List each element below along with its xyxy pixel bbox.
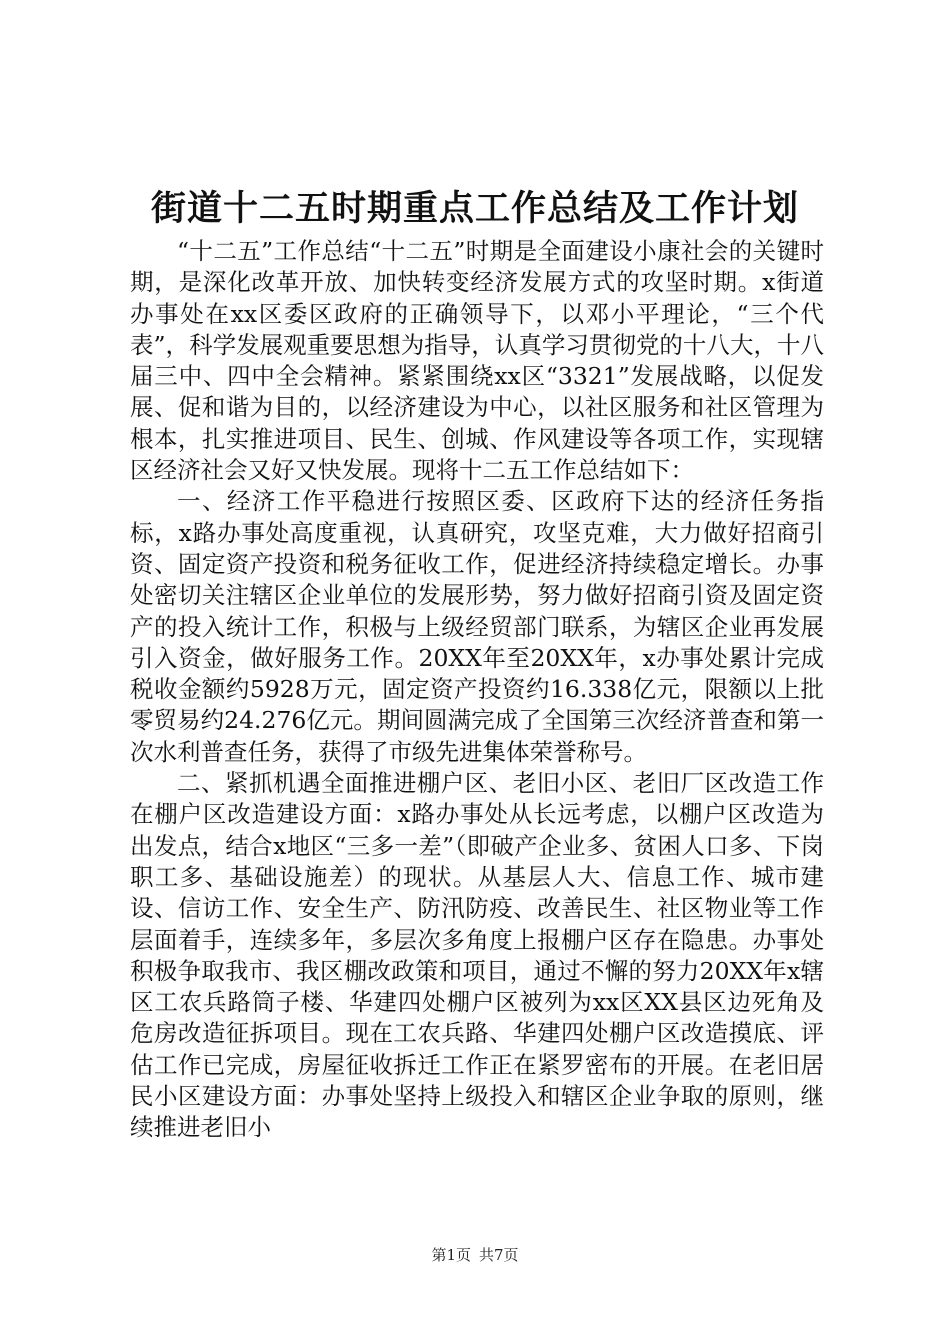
document-title: 街道十二五时期重点工作总结及工作计划 — [150, 189, 799, 229]
paragraph-economy: 一、经济工作平稳进行按照区委、区政府下达的经济任务指标，x路办事处高度重视，认真研究，攻坚克难，大力做好招商引资、固定资产投资和税务征收工作，促进经济持续稳定增长。办事处密切关注辖区企业单位的发展形势，努力做好招商引资及固定资产的投入统计工作，积极与上级经贸部门联系，为辖区企业再发展引入资金，做好服务工作。20XX年至20XX年，x办事处累计完成税收金额约5928万元，固定资产投资约16.338亿元，限额以上批零贸易约24.276亿元。期间圆满完成了全国第三次经济普查和第一次水利普查任务，获得了市级先进集体荣誉称号。 — [130, 487, 824, 766]
document-body — [130, 236, 824, 1144]
page-number: 第1页 — [431, 1246, 471, 1264]
page-total: 共7页 — [479, 1246, 519, 1264]
page-footer — [0, 1245, 950, 1265]
paragraph-renovation: 二、紧抓机遇全面推进棚户区、老旧小区、老旧厂区改造工作在棚户区改造建设方面：x路办事处从长远考虑，以棚户区改造为出发点，结合x地区“三多一差”（即破产企业多、贫困人口多、下岗职工多、基础设施差）的现状。从基层人大、信息工作、城市建设、信访工作、安全生产、防汛防疫、改善民生、社区物业等工作层面着手，连续多年，多层次多角度上报棚户区存在隐患。办事处积极争取我市、我区棚改政策和项目，通过不懈的努力20XX年x辖区工农兵路筒子楼、华建四处棚户区被列为xx区XX县区边死角及危房改造征拆项目。现在工农兵路、华建四处棚户区改造摸底、评估工作已完成，房屋征收拆迁工作正在紧罗密布的开展。在老旧居民小区建设方面：办事处坚持上级投入和辖区企业争取的原则，继续推进老旧小 — [130, 769, 824, 1142]
paragraph-intro: “十二五”工作总结“十二五”时期是全面建设小康社会的关键时期，是深化改革开放、加快转变经济发展方式的攻坚时期。x街道办事处在xx区委区政府的正确领导下，以邓小平理论，“三个代表”，科学发展观重要思想为指导，认真学习贯彻党的十八大，十八届三中、四中全会精神。紧紧围绕xx区“3321”发展战略，以促发展、促和谐为目的，以经济建设为中心，以社区服务和社区管理为根本，扎实推进项目、民生、创城、作风建设等各项工作，实现辖区经济社会又好又快发展。现将十二五工作总结如下： — [130, 237, 824, 485]
